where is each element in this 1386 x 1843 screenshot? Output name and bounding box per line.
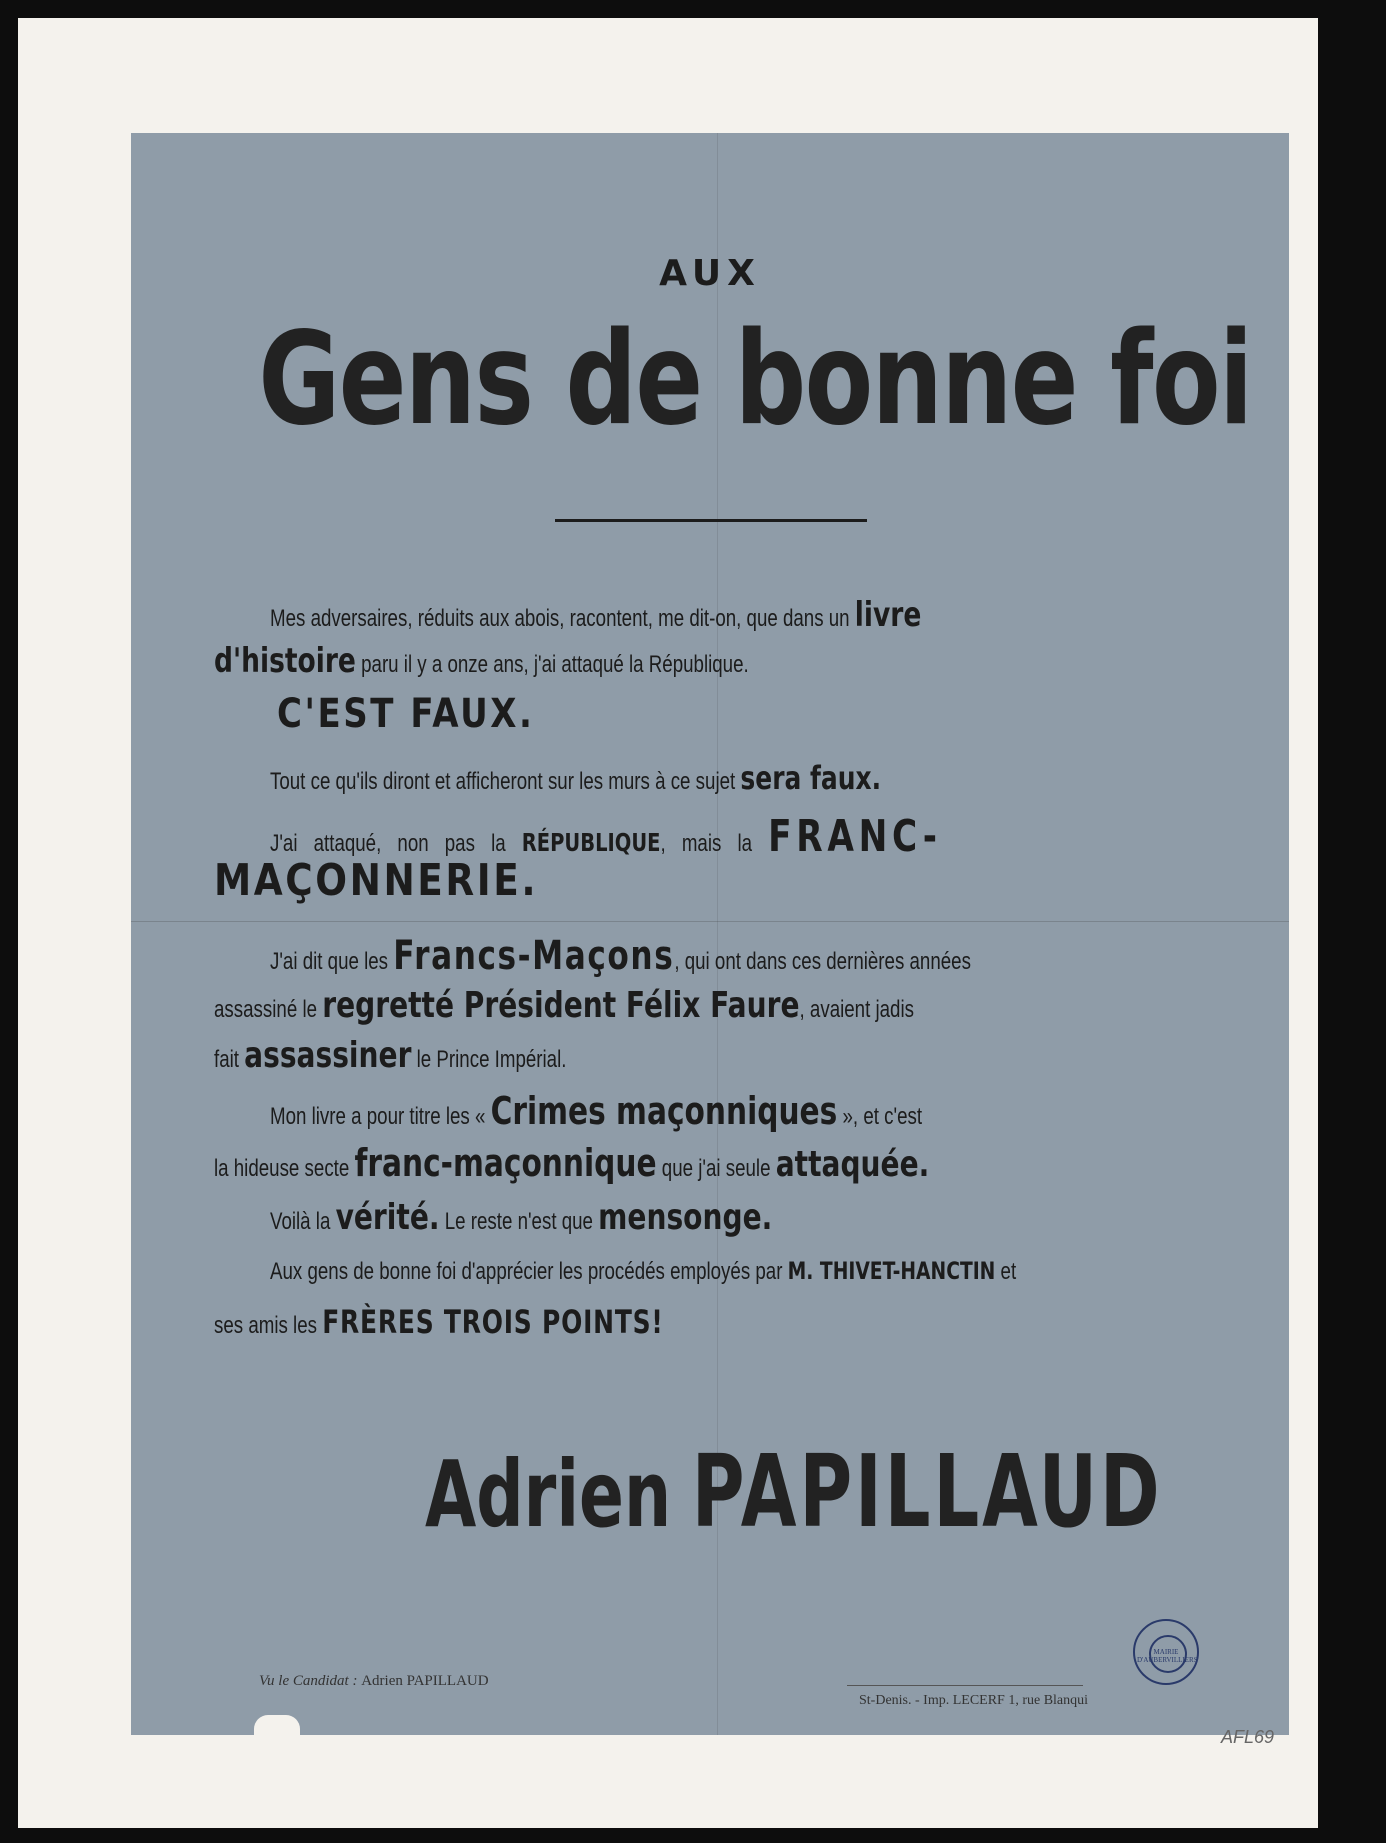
para-1-line-1 bbox=[270, 595, 921, 635]
text: , mais la bbox=[660, 830, 753, 857]
text: J'ai attaqué, non pas la bbox=[270, 830, 506, 857]
emph-histoire: d'histoire bbox=[214, 641, 356, 681]
text: Mes adversaires, réduits aux abois, racontent, me dit-on, que dans un bbox=[270, 605, 850, 632]
emph-mensonge: mensonge. bbox=[598, 1197, 773, 1238]
emph-president: regretté Président Félix Faure bbox=[322, 985, 800, 1026]
para-1-line-2 bbox=[214, 641, 749, 681]
text: fait bbox=[214, 1046, 239, 1073]
text: », et c'est bbox=[842, 1103, 923, 1130]
text: assassiné le bbox=[214, 996, 318, 1023]
footer-printer: St-Denis. - Imp. LECERF 1, rue Blanqui bbox=[859, 1693, 1089, 1708]
para-4-line-2 bbox=[214, 985, 914, 1026]
cest-faux: C'EST FAUX. bbox=[277, 691, 535, 737]
emph-franc-maconnique: franc-maçonnique bbox=[354, 1141, 657, 1185]
text: , qui ont dans ces dernières années bbox=[674, 948, 971, 975]
torn-corner bbox=[254, 1715, 300, 1735]
text: Mon livre a pour titre les « bbox=[270, 1103, 486, 1130]
signature-first-name: Adrien bbox=[425, 1441, 672, 1548]
heading-aux: AUX bbox=[659, 253, 761, 294]
footer-rule bbox=[847, 1685, 1083, 1686]
footer-vu: Vu le Candidat : bbox=[259, 1673, 358, 1689]
fold-line bbox=[131, 921, 1289, 922]
signature-last-name: PAPILLAUD bbox=[691, 1433, 1163, 1550]
para-7-line-2 bbox=[214, 1303, 664, 1341]
title-rule bbox=[555, 519, 867, 522]
para-7-line-1 bbox=[270, 1257, 1016, 1286]
para-4-line-1 bbox=[270, 933, 971, 979]
para-4-line-3 bbox=[214, 1035, 566, 1076]
text: et bbox=[1000, 1258, 1017, 1285]
emph-verite: vérité. bbox=[335, 1197, 440, 1238]
text: ses amis les bbox=[214, 1312, 317, 1339]
text: Tout ce qu'ils diront et afficheront sur les murs à ce sujet bbox=[270, 768, 736, 795]
poster-title: Gens de bonne foi bbox=[258, 305, 1252, 454]
archive-code: AFL69 bbox=[1221, 1727, 1275, 1747]
emph-franc: FRANC- bbox=[768, 811, 942, 862]
emph-assassiner: assassiner bbox=[244, 1035, 412, 1076]
emph-attaquee: attaquée. bbox=[775, 1144, 930, 1185]
footer-candidate bbox=[259, 1673, 489, 1690]
mount-board bbox=[18, 18, 1318, 1828]
text: le Prince Impérial. bbox=[416, 1046, 567, 1073]
emph-livre: livre bbox=[854, 595, 922, 635]
poster bbox=[131, 133, 1289, 1747]
para-5-line-2 bbox=[214, 1141, 929, 1185]
text: Le reste n'est que bbox=[444, 1208, 593, 1235]
archive-stamp bbox=[1133, 1619, 1199, 1685]
para-2 bbox=[270, 759, 881, 797]
emph-freres: FRÈRES TROIS POINTS! bbox=[322, 1303, 664, 1341]
emph-republique: RÉPUBLIQUE bbox=[521, 828, 661, 857]
para-5-line-1 bbox=[270, 1089, 922, 1133]
footer-candidate-name: Adrien PAPILLAUD bbox=[361, 1673, 489, 1689]
para-6 bbox=[270, 1197, 772, 1238]
text: paru il y a onze ans, j'ai attaqué la République. bbox=[361, 651, 749, 678]
signature bbox=[425, 1433, 1163, 1550]
text: Aux gens de bonne foi d'apprécier les procédés employés par bbox=[270, 1258, 783, 1285]
text: que j'ai seule bbox=[661, 1155, 771, 1182]
text: , avaient jadis bbox=[799, 996, 915, 1023]
emph-francs-macons: Francs-Maçons bbox=[393, 933, 675, 979]
emph-maconnerie: MAÇONNERIE. bbox=[214, 855, 539, 906]
emph-crimes: Crimes maçonniques bbox=[490, 1089, 838, 1133]
text: la hideuse secte bbox=[214, 1155, 350, 1182]
emph-thivet: M. THIVET-HANCTIN bbox=[787, 1257, 996, 1285]
stamp-text: MAIRIE D'AUBERVILLIERS bbox=[1137, 1648, 1198, 1664]
emph-sera-faux: sera faux. bbox=[740, 759, 882, 797]
text: J'ai dit que les bbox=[270, 948, 389, 975]
text: Voilà la bbox=[270, 1208, 331, 1235]
